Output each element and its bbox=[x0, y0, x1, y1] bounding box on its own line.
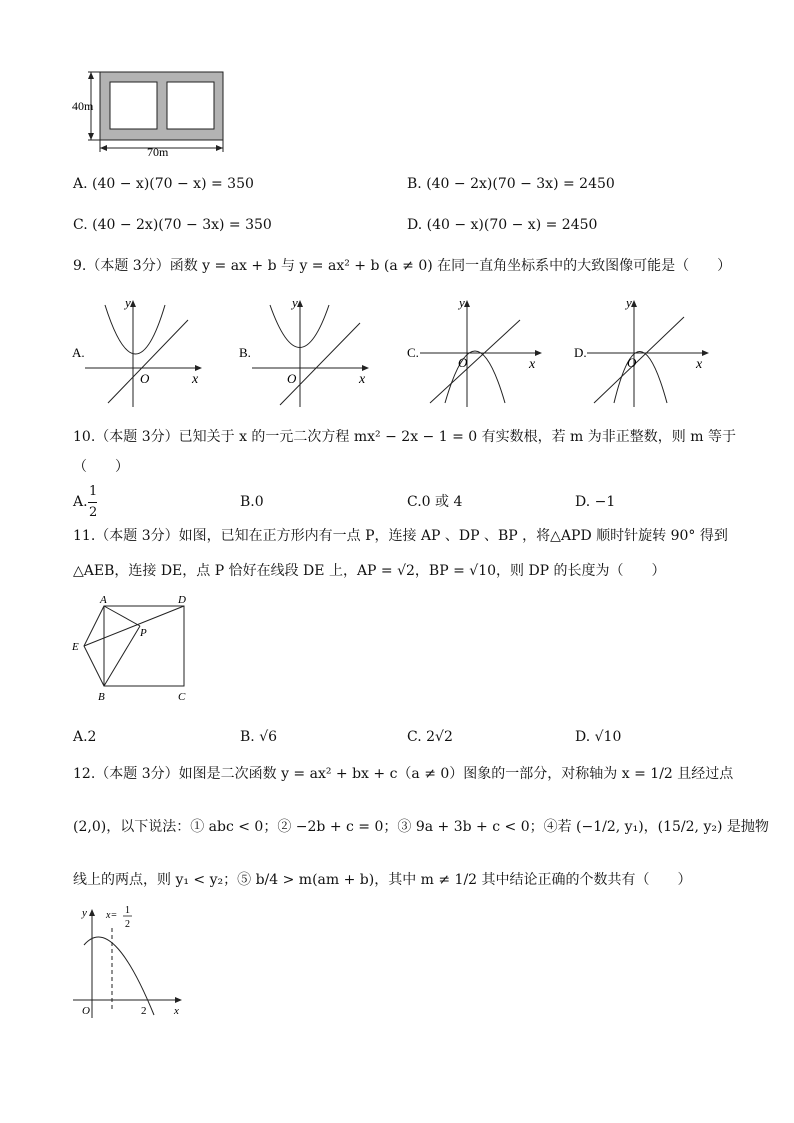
q12-origin: O bbox=[82, 1005, 90, 1017]
height-label: 40m bbox=[72, 99, 94, 113]
q8-option-c[interactable]: C. (40 − 2x)(70 − 3x) = 350 bbox=[73, 217, 272, 233]
q9-graph-a[interactable] bbox=[70, 295, 210, 410]
q11-option-d[interactable]: D. √10 bbox=[575, 729, 622, 745]
q9-a-label: A. bbox=[72, 345, 85, 360]
q9-graph-d[interactable] bbox=[572, 295, 717, 410]
q12-symmetry-eq: x= bbox=[106, 910, 118, 921]
q11-point-a: A bbox=[100, 594, 107, 606]
q11-square-figure bbox=[68, 592, 198, 707]
q11-point-d: D bbox=[178, 594, 186, 606]
q10-option-d[interactable]: D. −1 bbox=[575, 494, 616, 510]
q8-option-a[interactable]: A. (40 − x)(70 − x) = 350 bbox=[73, 176, 254, 192]
q10-stem-line1: 10.（本题 3分）已知关于 x 的一元二次方程 mx² − 2x − 1 = 0 有实数根，若 m 为非正整数，则 m 等于 bbox=[73, 429, 736, 445]
q12-stem-line3: 线上的两点，则 y₁ < y₂；⑤ b/4 > m(am + b)，其中 m ≠ 1/2 其中结论正确的个数共有（ ） bbox=[73, 872, 692, 888]
q10-option-a[interactable] bbox=[73, 482, 133, 522]
q9-a-x: x bbox=[192, 372, 199, 387]
q10-option-a-prefix: A. bbox=[73, 494, 88, 510]
q9-b-origin: O bbox=[287, 371, 297, 386]
q9-c-x: x bbox=[529, 357, 536, 372]
q12-symmetry-num: 1 bbox=[125, 905, 130, 916]
q8-option-b[interactable]: B. (40 − 2x)(70 − 3x) = 2450 bbox=[407, 176, 615, 192]
q11-point-e: E bbox=[72, 641, 79, 653]
q11-option-b[interactable]: B. √6 bbox=[240, 729, 278, 745]
q9-d-x: x bbox=[696, 357, 703, 372]
garden-figure bbox=[68, 64, 238, 164]
q12-axis-y: y bbox=[82, 907, 87, 919]
q8-option-d[interactable]: D. (40 − x)(70 − x) = 2450 bbox=[407, 217, 598, 233]
q9-c-label: C. bbox=[407, 345, 419, 360]
q12-parabola-graph bbox=[68, 900, 188, 1020]
q9-graph-c[interactable] bbox=[405, 295, 550, 410]
q10-option-a-num: 1 bbox=[89, 484, 98, 499]
q10-option-b[interactable]: B.0 bbox=[240, 494, 264, 510]
q9-c-origin: O bbox=[458, 355, 468, 370]
q11-option-c[interactable]: C. 2√2 bbox=[407, 729, 453, 745]
q10-stem-line2: （ ） bbox=[73, 459, 129, 475]
q9-stem: 9.（本题 3分）函数 y = ax + b 与 y = ax² + b (a ≠ 0) 在同一直角坐标系中的大致图像可能是（ ） bbox=[73, 258, 732, 274]
q9-d-y: y bbox=[626, 295, 632, 310]
q9-b-y: y bbox=[292, 295, 298, 310]
q10-option-a-den: 2 bbox=[89, 505, 98, 520]
q12-stem-line2: (2,0)，以下说法：① abc < 0；② −2b + c = 0；③ 9a + 3b + c < 0；④若 (−1/2, y₁)，(15/2, y₂) 是抛物 bbox=[73, 819, 769, 835]
q9-d-label: D. bbox=[574, 345, 587, 360]
q12-stem-line1: 12.（本题 3分）如图是二次函数 y = ax² + bx + c（a ≠ 0）图象的一部分，对称轴为 x = 1/2 且经过点 bbox=[73, 766, 734, 782]
q11-stem-line2: △AEB，连接 DE，点 P 恰好在线段 DE 上，AP = √2，BP = √10，则 DP 的长度为（ ） bbox=[73, 563, 666, 579]
q12-symmetry-den: 2 bbox=[125, 919, 130, 930]
q11-stem-line1: 11.（本题 3分）如图，已知在正方形内有一点 P，连接 AP 、DP 、BP ，将△APD 顺时针旋转 90° 得到 bbox=[73, 528, 728, 544]
q9-a-y: y bbox=[125, 295, 131, 310]
q12-root-label: 2 bbox=[141, 1005, 147, 1017]
q11-point-c: C bbox=[178, 691, 186, 703]
q12-axis-x: x bbox=[174, 1005, 179, 1017]
width-label: 70m bbox=[147, 145, 169, 159]
q9-c-y: y bbox=[459, 295, 465, 310]
q10-option-c[interactable]: C.0 或 4 bbox=[407, 494, 463, 510]
q9-b-x: x bbox=[359, 372, 366, 387]
q9-b-label: B. bbox=[239, 345, 251, 360]
q9-a-origin: O bbox=[140, 371, 150, 386]
q9-d-origin: O bbox=[627, 355, 637, 370]
q9-graph-b[interactable] bbox=[237, 295, 377, 410]
q11-option-a[interactable]: A.2 bbox=[73, 729, 97, 745]
q11-point-b: B bbox=[98, 691, 105, 703]
q11-point-p: P bbox=[140, 627, 147, 639]
